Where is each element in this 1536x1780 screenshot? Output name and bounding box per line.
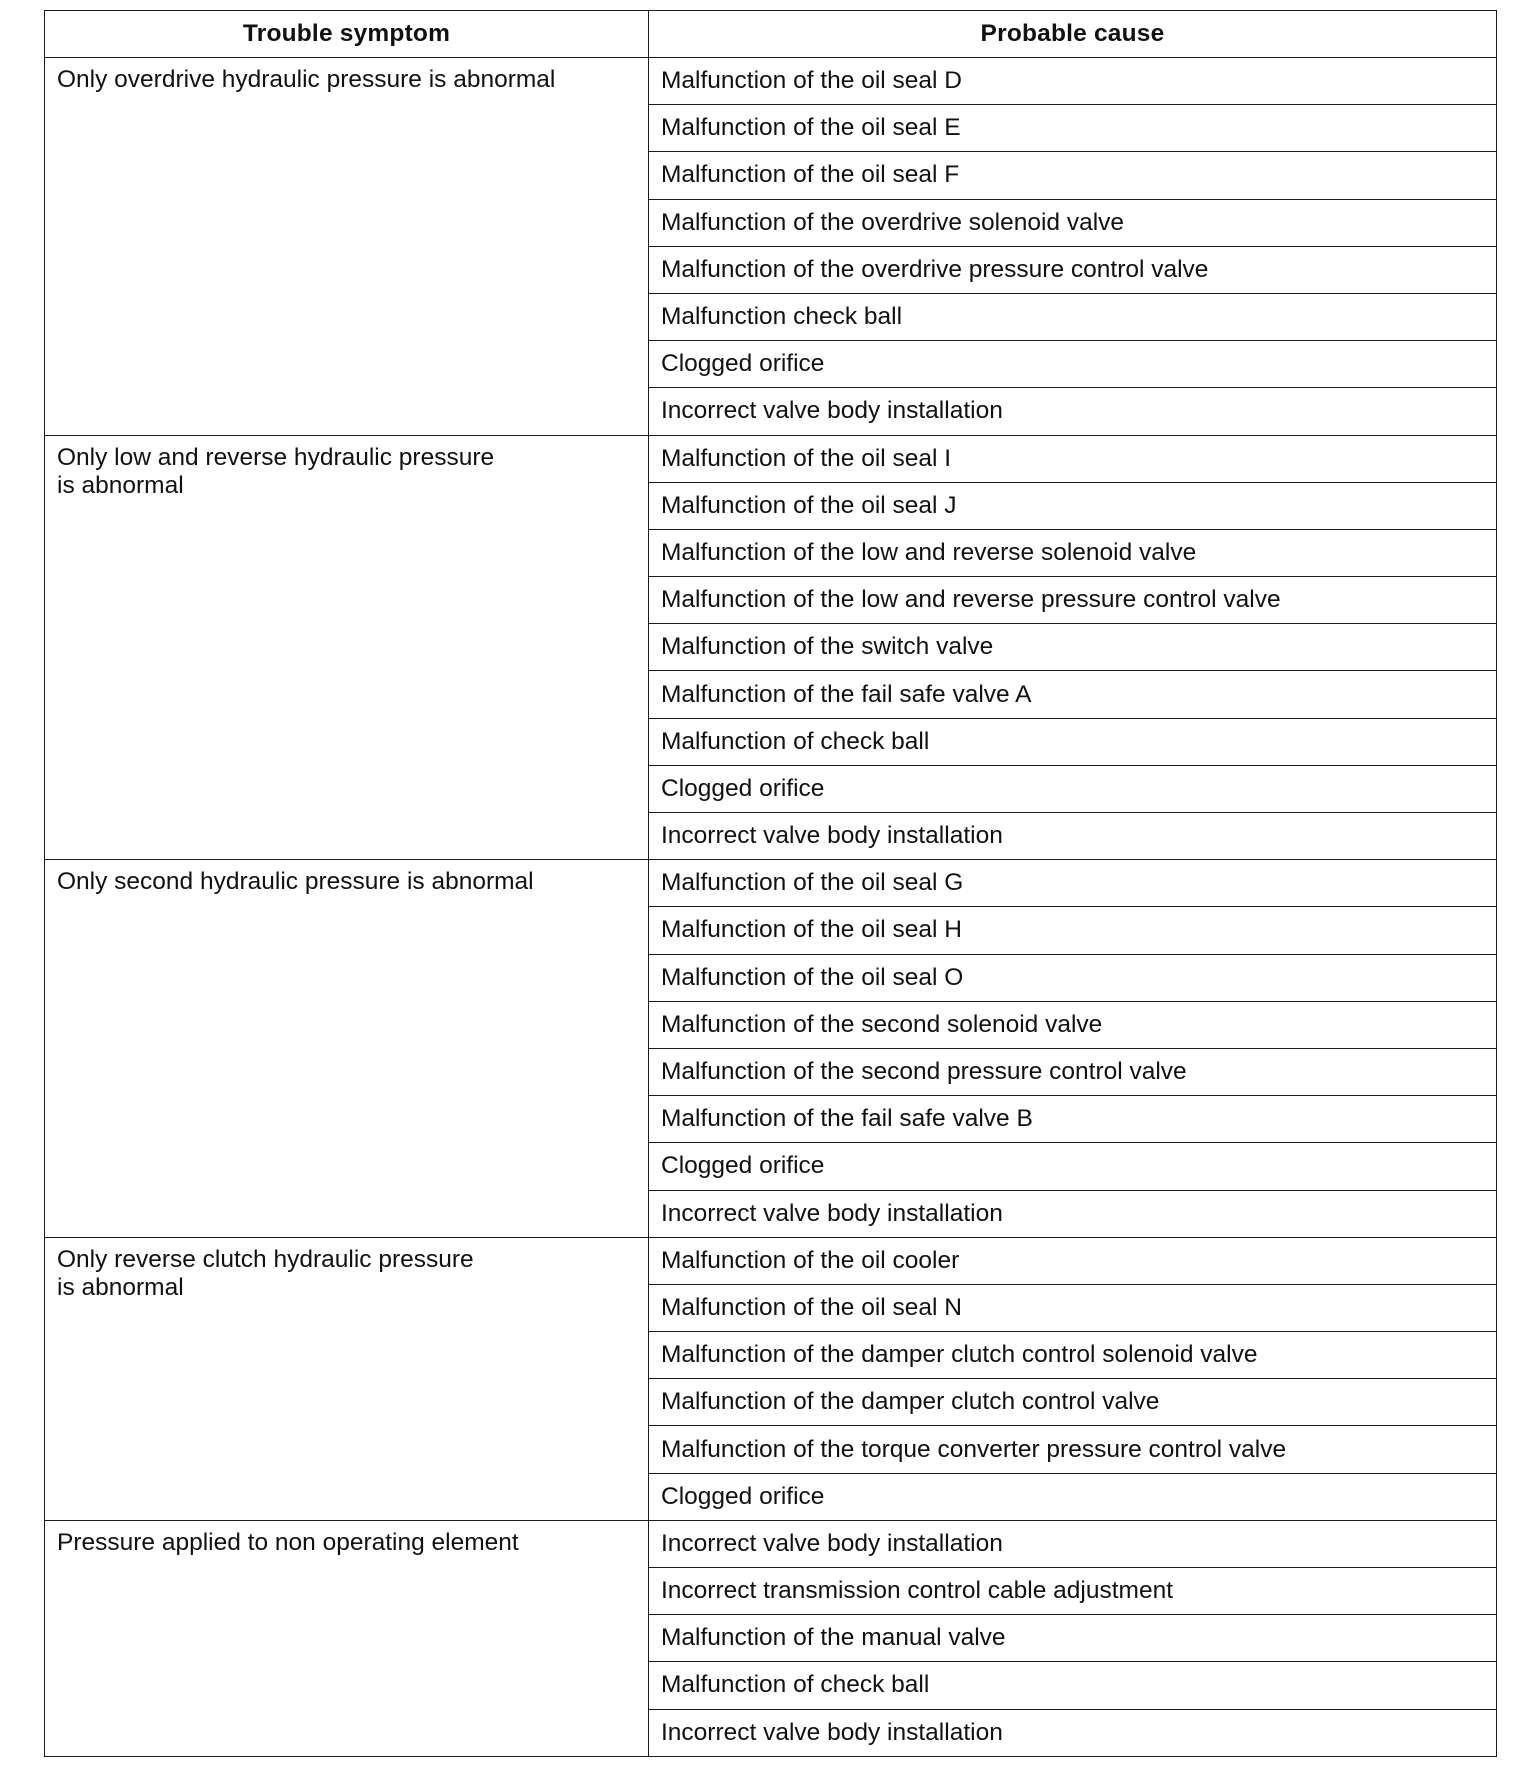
trouble-symptom-text: Only second hydraulic pressure is abnormal: [57, 868, 534, 896]
table-row: [45, 435, 1497, 482]
table-body: [45, 58, 1497, 1757]
probable-cause-cell: Malfunction of the fail safe valve A: [649, 671, 1497, 718]
table-row: [45, 1237, 1497, 1284]
probable-cause-cell: Malfunction of the manual valve: [649, 1615, 1497, 1662]
probable-cause-cell: Malfunction of the low and reverse solenoid valve: [649, 529, 1497, 576]
probable-cause-cell: Incorrect valve body installation: [649, 388, 1497, 435]
trouble-symptom-table: [44, 10, 1497, 1757]
table-header: [45, 11, 1497, 58]
probable-cause-cell: Malfunction of the switch valve: [649, 624, 1497, 671]
probable-cause-cell: Malfunction of the oil seal O: [649, 954, 1497, 1001]
probable-cause-cell: Malfunction of the fail safe valve B: [649, 1096, 1497, 1143]
trouble-symptom-text: is abnormal: [57, 1273, 184, 1301]
probable-cause-cell: Malfunction of the damper clutch control valve: [649, 1379, 1497, 1426]
probable-cause-cell: Malfunction check ball: [649, 293, 1497, 340]
trouble-symptom-cell: [45, 58, 649, 436]
probable-cause-cell: Malfunction of the oil seal D: [649, 58, 1497, 105]
probable-cause-cell: Malfunction of the second solenoid valve: [649, 1001, 1497, 1048]
trouble-symptom-text: Pressure applied to non operating element: [57, 1528, 519, 1556]
trouble-symptom-text: Only overdrive hydraulic pressure is abnormal: [57, 66, 556, 93]
probable-cause-cell: Malfunction of check ball: [649, 1662, 1497, 1709]
probable-cause-cell: Clogged orifice: [649, 765, 1497, 812]
probable-cause-cell: Malfunction of the oil seal F: [649, 152, 1497, 199]
probable-cause-cell: Malfunction of the oil seal N: [649, 1284, 1497, 1331]
probable-cause-cell: Malfunction of the second pressure control valve: [649, 1048, 1497, 1095]
probable-cause-cell: Malfunction of the oil seal I: [649, 435, 1497, 482]
probable-cause-cell: Malfunction of the oil seal H: [649, 907, 1497, 954]
trouble-symptom-cell: [45, 1520, 649, 1756]
probable-cause-cell: Malfunction of the overdrive pressure control valve: [649, 246, 1497, 293]
probable-cause-cell: Clogged orifice: [649, 1143, 1497, 1190]
probable-cause-cell: Incorrect valve body installation: [649, 1520, 1497, 1567]
trouble-symptom-text: is abnormal: [57, 471, 184, 499]
trouble-symptom-text: Only reverse clutch hydraulic pressure: [57, 1245, 474, 1273]
header-probable-cause: Probable cause: [649, 11, 1497, 58]
probable-cause-cell: Malfunction of the torque converter pressure control valve: [649, 1426, 1497, 1473]
table-row: [45, 58, 1497, 105]
probable-cause-cell: Incorrect transmission control cable adjustment: [649, 1568, 1497, 1615]
probable-cause-cell: Malfunction of the oil seal G: [649, 860, 1497, 907]
probable-cause-cell: Incorrect valve body installation: [649, 1190, 1497, 1237]
probable-cause-cell: Malfunction of the damper clutch control solenoid valve: [649, 1332, 1497, 1379]
probable-cause-cell: Malfunction of the oil seal J: [649, 482, 1497, 529]
table-row: [45, 1520, 1497, 1567]
trouble-symptom-cell: [45, 435, 649, 860]
trouble-symptom-cell: [45, 860, 649, 1238]
trouble-symptom-cell: [45, 1237, 649, 1520]
table-row: [45, 860, 1497, 907]
probable-cause-cell: Malfunction of check ball: [649, 718, 1497, 765]
trouble-symptom-text: Only low and reverse hydraulic pressure: [57, 443, 495, 471]
header-trouble-symptom: Trouble symptom: [45, 11, 649, 58]
probable-cause-cell: Malfunction of the overdrive solenoid valve: [649, 199, 1497, 246]
header-row: [45, 11, 1497, 58]
probable-cause-cell: Malfunction of the low and reverse pressure control valve: [649, 577, 1497, 624]
probable-cause-cell: Malfunction of the oil cooler: [649, 1237, 1497, 1284]
probable-cause-cell: Incorrect valve body installation: [649, 1709, 1497, 1756]
probable-cause-cell: Incorrect valve body installation: [649, 813, 1497, 860]
probable-cause-cell: Malfunction of the oil seal E: [649, 105, 1497, 152]
probable-cause-cell: Clogged orifice: [649, 341, 1497, 388]
probable-cause-cell: Clogged orifice: [649, 1473, 1497, 1520]
